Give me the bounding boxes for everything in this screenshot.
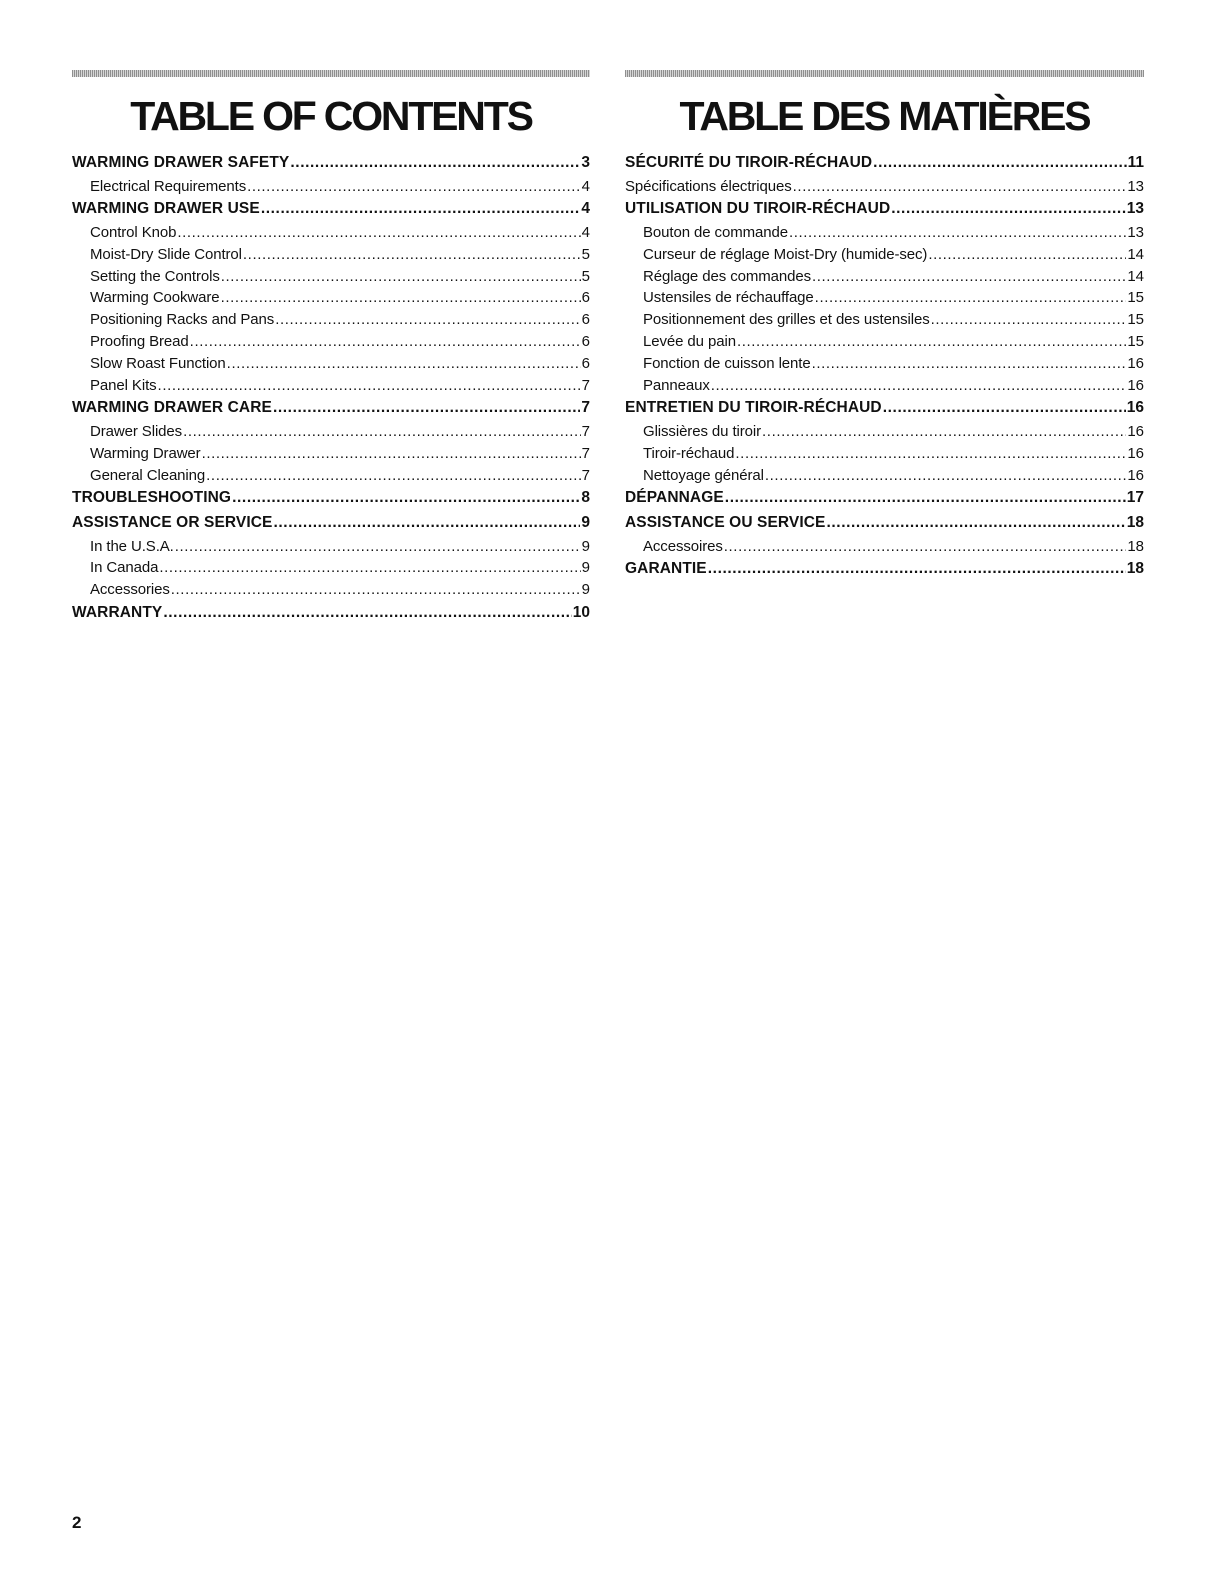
toc-subsection-entry[interactable] — [72, 309, 590, 331]
toc-section-entry[interactable] — [72, 396, 590, 421]
toc-dot-leader — [812, 266, 1126, 288]
toc-entry-label: Positioning Racks and Pans — [90, 311, 275, 329]
toc-entry-page: 14 — [1127, 267, 1144, 285]
toc-dot-leader — [711, 375, 1127, 397]
toc-dot-leader — [737, 331, 1126, 353]
toc-entry-label: WARMING DRAWER SAFETY — [72, 154, 290, 171]
toc-subsection-entry[interactable] — [72, 557, 590, 579]
toc-entry-page: 18 — [1126, 560, 1144, 578]
toc-subsection-entry[interactable] — [625, 244, 1144, 266]
toc-entry-label: Proofing Bread — [90, 332, 189, 350]
toc-subsection-entry[interactable] — [625, 176, 1144, 198]
toc-subsection-entry[interactable] — [72, 579, 590, 601]
toc-dot-leader — [928, 244, 1126, 266]
toc-entry-label: Glissières du tiroir — [643, 422, 762, 440]
toc-subsection-entry[interactable] — [625, 536, 1144, 558]
toc-entry-page: 10 — [572, 603, 590, 621]
toc-entry-label: TROUBLESHOOTING — [72, 489, 232, 507]
toc-entry-label: Accessoires — [643, 537, 723, 555]
toc-entry-label: SÉCURITÉ DU TIROIR-RÉCHAUD — [625, 154, 873, 171]
toc-entry-label: Control Knob — [90, 223, 177, 241]
toc-entry-page: 13 — [1127, 223, 1144, 241]
top-rule — [625, 70, 1144, 77]
toc-entry-label: Warming Cookware — [90, 289, 220, 307]
toc-entry-page: 16 — [1127, 422, 1144, 440]
toc-dot-leader — [290, 151, 580, 176]
toc-entry-page: 9 — [581, 559, 590, 577]
toc-subsection-entry[interactable] — [72, 244, 590, 266]
toc-entry-label: Setting the Controls — [90, 267, 220, 285]
toc-entry-label: Moist-Dry Slide Control — [90, 245, 242, 263]
toc-entry-label: ENTRETIEN DU TIROIR-RÉCHAUD — [625, 399, 882, 417]
toc-dot-leader — [826, 511, 1125, 536]
toc-section-entry[interactable] — [72, 151, 590, 176]
toc-subsection-entry[interactable] — [625, 266, 1144, 288]
toc-entry-page: 9 — [581, 581, 590, 599]
toc-entry-page: 7 — [581, 376, 590, 394]
toc-entry-label: Panneaux — [643, 376, 710, 394]
toc-entry-label: Drawer Slides — [90, 422, 183, 440]
toc-dot-leader — [190, 331, 581, 353]
toc-dot-leader — [175, 536, 581, 558]
toc-entry-page: 16 — [1127, 444, 1144, 462]
toc-dot-leader — [812, 353, 1127, 375]
toc-section-entry[interactable] — [625, 557, 1144, 582]
toc-section-entry[interactable] — [625, 486, 1144, 511]
toc-subsection-entry[interactable] — [625, 222, 1144, 244]
toc-subsection-entry[interactable] — [72, 536, 590, 558]
toc-entry-label: ASSISTANCE OR SERVICE — [72, 513, 273, 531]
toc-section-entry[interactable] — [72, 197, 590, 222]
toc-entry-page: 16 — [1127, 354, 1144, 372]
toc-dot-leader — [762, 421, 1126, 443]
toc-dot-leader — [261, 197, 581, 222]
toc-subsection-entry[interactable] — [625, 353, 1144, 375]
toc-section-entry[interactable] — [72, 486, 590, 511]
toc-dot-leader — [273, 396, 580, 421]
toc-entry-page: 16 — [1127, 466, 1144, 484]
toc-french — [625, 70, 1144, 582]
toc-subsection-entry[interactable] — [625, 443, 1144, 465]
toc-entry-label: UTILISATION DU TIROIR-RÉCHAUD — [625, 200, 891, 218]
toc-entry-page: 5 — [581, 267, 590, 285]
toc-entry-page: 7 — [581, 466, 590, 484]
toc-subsection-entry[interactable] — [625, 421, 1144, 443]
toc-entry-page: 11 — [1127, 154, 1144, 171]
page-number: 2 — [72, 1513, 82, 1532]
toc-dot-leader — [931, 309, 1127, 331]
toc-entry-label: GARANTIE — [625, 560, 707, 578]
toc-entry-page: 17 — [1126, 489, 1144, 507]
toc-entry-page: 6 — [581, 311, 590, 329]
toc-dot-leader — [158, 375, 581, 397]
toc-dot-leader — [227, 353, 581, 375]
toc-entry-label: Panel Kits — [90, 376, 157, 394]
toc-entry-page: 7 — [581, 444, 590, 462]
toc-entry-page: 3 — [581, 154, 590, 171]
toc-dot-leader — [177, 222, 580, 244]
toc-entries-english — [72, 151, 590, 626]
toc-entry-label: Warming Drawer — [90, 444, 201, 462]
toc-entry-page: 7 — [581, 422, 590, 440]
toc-entry-label: Nettoyage général — [643, 466, 764, 484]
toc-title-french: TABLE DES MATIÈRES — [679, 93, 1090, 139]
toc-dot-leader — [273, 511, 580, 536]
toc-section-entry[interactable] — [625, 511, 1144, 536]
toc-subsection-entry[interactable] — [72, 443, 590, 465]
toc-entry-page: 9 — [581, 537, 590, 555]
toc-entry-page: 14 — [1127, 245, 1144, 263]
toc-entry-page: 6 — [581, 332, 590, 350]
toc-entry-label: Electrical Requirements — [90, 177, 247, 195]
toc-entries-french — [625, 151, 1144, 582]
toc-entry-label: Fonction de cuisson lente — [643, 354, 811, 372]
toc-entry-page: 7 — [581, 399, 590, 417]
toc-entry-label: In the U.S.A. — [90, 537, 174, 555]
toc-entry-label: ASSISTANCE OU SERVICE — [625, 513, 826, 531]
toc-entry-label: Accessories — [90, 581, 170, 599]
toc-dot-leader — [793, 176, 1127, 198]
toc-dot-leader — [183, 421, 581, 443]
toc-entry-label: Spécifications électriques — [625, 177, 792, 195]
toc-subsection-entry[interactable] — [625, 309, 1144, 331]
toc-entry-page: 13 — [1127, 177, 1144, 195]
toc-dot-leader — [221, 287, 581, 309]
toc-dot-leader — [202, 443, 581, 465]
toc-dot-leader — [725, 486, 1126, 511]
toc-dot-leader — [873, 151, 1126, 176]
toc-entry-page: 4 — [581, 223, 590, 241]
toc-subsection-entry[interactable] — [625, 287, 1144, 309]
toc-dot-leader — [708, 557, 1126, 582]
toc-entry-page: 4 — [581, 177, 590, 195]
toc-entry-label: Levée du pain — [643, 332, 736, 350]
toc-dot-leader — [243, 244, 581, 266]
toc-section-entry[interactable] — [72, 511, 590, 536]
toc-title-english: TABLE OF CONTENTS — [130, 93, 532, 139]
toc-entry-page: 4 — [581, 200, 590, 218]
toc-english — [72, 70, 590, 626]
toc-entry-page: 15 — [1127, 332, 1144, 350]
toc-entry-page: 8 — [581, 489, 590, 507]
toc-entry-page: 15 — [1127, 289, 1144, 307]
toc-entry-label: WARMING DRAWER CARE — [72, 399, 272, 417]
toc-dot-leader — [171, 579, 581, 601]
toc-dot-leader — [891, 197, 1126, 222]
toc-entry-label: In Canada — [90, 559, 159, 577]
toc-entry-page: 16 — [1126, 399, 1144, 417]
toc-dot-leader — [883, 396, 1126, 421]
toc-subsection-entry[interactable] — [72, 353, 590, 375]
toc-section-entry[interactable] — [72, 601, 590, 626]
toc-entry-label: General Cleaning — [90, 466, 206, 484]
toc-subsection-entry[interactable] — [72, 222, 590, 244]
toc-subsection-entry[interactable] — [72, 266, 590, 288]
toc-entry-label: Tiroir-réchaud — [643, 444, 735, 462]
toc-entry-page: 15 — [1127, 311, 1144, 329]
top-rule — [72, 70, 590, 77]
toc-dot-leader — [221, 266, 581, 288]
toc-entry-page: 18 — [1127, 537, 1144, 555]
toc-subsection-entry[interactable] — [72, 331, 590, 353]
toc-dot-leader — [163, 601, 571, 626]
toc-subsection-entry[interactable] — [72, 421, 590, 443]
toc-dot-leader — [275, 309, 580, 331]
toc-entry-page: 9 — [581, 513, 590, 531]
toc-entry-label: DÉPANNAGE — [625, 489, 724, 507]
toc-section-entry[interactable] — [625, 396, 1144, 421]
toc-subsection-entry[interactable] — [625, 375, 1144, 397]
toc-subsection-entry[interactable] — [72, 176, 590, 198]
toc-entry-page: 18 — [1126, 513, 1144, 531]
toc-entry-label: WARMING DRAWER USE — [72, 200, 260, 218]
toc-entry-label: Curseur de réglage Moist-Dry (humide-sec) — [643, 245, 928, 263]
toc-entry-label: Positionnement des grilles et des ustensiles — [643, 311, 930, 329]
toc-dot-leader — [206, 465, 581, 487]
toc-dot-leader — [765, 465, 1126, 487]
toc-dot-leader — [815, 287, 1127, 309]
toc-dot-leader — [724, 536, 1127, 558]
toc-entry-label: Slow Roast Function — [90, 354, 226, 372]
toc-entry-label: Ustensiles de réchauffage — [643, 289, 814, 307]
toc-section-entry[interactable] — [625, 151, 1144, 176]
toc-dot-leader — [159, 557, 580, 579]
toc-subsection-entry[interactable] — [72, 287, 590, 309]
toc-dot-leader — [247, 176, 581, 198]
toc-entry-page: 16 — [1127, 376, 1144, 394]
toc-entry-label: WARRANTY — [72, 603, 163, 621]
toc-subsection-entry[interactable] — [625, 465, 1144, 487]
toc-dot-leader — [232, 486, 580, 511]
toc-dot-leader — [735, 443, 1126, 465]
toc-entry-label: Réglage des commandes — [643, 267, 811, 285]
toc-entry-label: Bouton de commande — [643, 223, 788, 241]
toc-subsection-entry[interactable] — [72, 465, 590, 487]
toc-entry-page: 13 — [1126, 200, 1144, 218]
toc-entry-page: 5 — [581, 245, 590, 263]
toc-entry-page: 6 — [581, 354, 590, 372]
toc-section-entry[interactable] — [625, 197, 1144, 222]
toc-entry-page: 6 — [581, 289, 590, 307]
toc-dot-leader — [789, 222, 1126, 244]
toc-subsection-entry[interactable] — [625, 331, 1144, 353]
toc-subsection-entry[interactable] — [72, 375, 590, 397]
